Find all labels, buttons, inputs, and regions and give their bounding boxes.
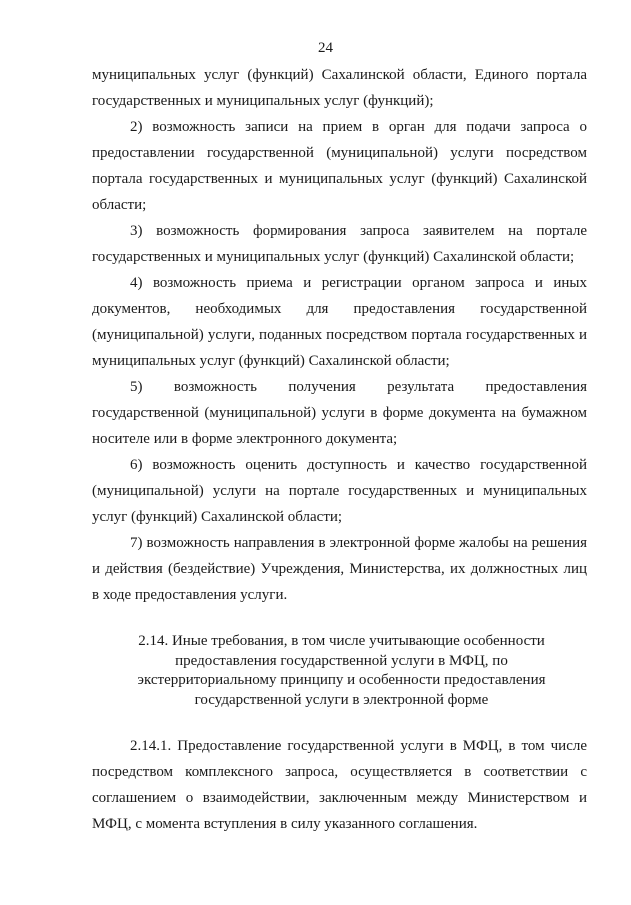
paragraph-continuation: муниципальных услуг (функций) Сахалинской области, Единого портала государственных и муниципальных услуг (функций);	[92, 67, 587, 109]
paragraph-item-2: 2) возможность записи на прием в орган для подачи запроса о предоставлении государственной (муниципальной) услуги посредством портала государственных и муниципальных услуг (функций) Сахалинской области;	[92, 119, 587, 213]
paragraph-item-6: 6) возможность оценить доступность и качество государственной (муниципальной) услуги на портале государственных и муниципальных услуг (функций) Сахалинской области;	[92, 457, 587, 525]
document-body	[92, 62, 587, 837]
paragraph-2-14-1: 2.14.1. Предоставление государственной услуги в МФЦ, в том числе посредством комплексного запроса, осуществляется в соответствии с соглашением о взаимодействии, заключенным между Министерством и МФЦ, с момента вступления в силу указанного соглашения.	[92, 738, 587, 832]
section-heading	[92, 632, 587, 710]
paragraph-item-5: 5) возможность получения результата предоставления государственной (муниципальной) услуги в форме документа на бумажном носителе или в форме электронного документа;	[92, 379, 587, 447]
section-heading-line: экстерриториальному принципу и особенности предоставления	[137, 672, 546, 688]
section-gap	[92, 608, 587, 632]
paragraph-item-3: 3) возможность формирования запроса заявителем на портале государственных и муниципальных услуг (функций) Сахалинской области;	[92, 223, 587, 265]
paragraph-item-4: 4) возможность приема и регистрации органом запроса и иных документов, необходимых для предоставления государственной (муниципальной) услуги, поданных посредством портала государственных и муниципальных услуг (функций) Сахалинской области;	[92, 275, 587, 369]
section-heading-line: предоставления государственной услуги в МФЦ, по	[175, 652, 508, 669]
paragraph-item-7: 7) возможность направления в электронной форме жалобы на решения и действия (бездействие) Учреждения, Министерства, их должностных лиц в ходе предоставления услуги.	[92, 535, 587, 603]
section-body	[92, 733, 587, 837]
top-paragraphs	[92, 62, 587, 608]
section-heading-line: 2.14. Иные требования, в том числе учитывающие особенности	[138, 633, 545, 649]
section-heading-line: государственной услуги в электронной форме	[194, 691, 489, 708]
page-number: 24	[318, 40, 333, 56]
